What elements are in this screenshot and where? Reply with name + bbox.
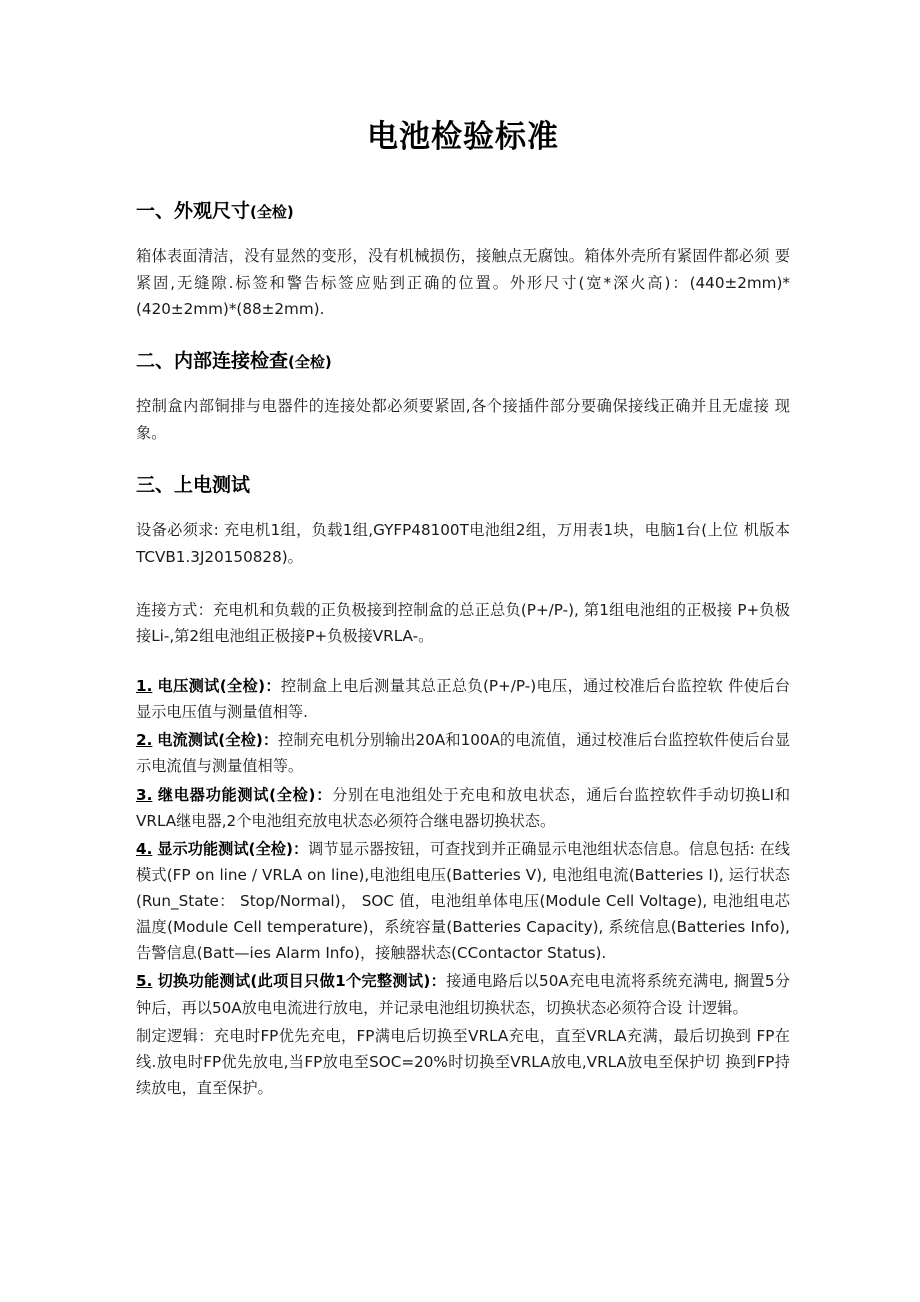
section-heading-text: 一、外观尺寸 [136, 199, 251, 222]
item-body: 控制充电机分别输出20A和100A的电流值，通过校准后台监控软件使后台显示电流值与测量值相等。 [136, 731, 791, 776]
item-number: 1. [136, 676, 153, 695]
section-heading-text: 三、上电测试 [136, 473, 251, 496]
list-item [136, 836, 790, 967]
item-body: 接通电路后以50A充电电流将系统充满电, 搁置5分钟后，再以50A放电电流进行放电，并记录电池组切换状态，切换状态必须符合设 计逻辑。 [136, 972, 791, 1017]
item-body: 分别在电池组处于充电和放电状态，通后台监控软件手动切换LI和VRLA继电器,2个电池组充放电状态必须符合继电器切换状态。 [136, 785, 791, 830]
item-body: 调节显示器按钮，可查找到并正确显示电池组状态信息。信息包括: 在线模式(FP on line / VRLA on line),电池组电压(Batteries V), 电池组电流(Batteries Ⅰ), 运行状态(Run_State： Stop/Normal)， SOC 值，电池组单体电压(Module Cell Voltage), 电池组电芯温度(Module Cell temperature)，系统容量(Batteries Capacity), 系统信息(Batteries Info), 告警信息(Batt—ies Alarm Info)，接触器状态(CContactor Status). [136, 839, 790, 963]
item-title: 继电器功能测试(全检)： [157, 785, 333, 804]
section-heading-appearance [136, 199, 790, 225]
section-heading-internal-connection [136, 349, 790, 375]
item-number: 5. [136, 972, 153, 991]
test-item-list [136, 673, 790, 1021]
item-title: 切换功能测试(此项目只做1个完整测试)： [157, 972, 447, 991]
equipment-requirements-paragraph: 设备必须求: 充电机1组，负载1组,GYFP48100T电池组2组，万用表1块，电脑1台(上位 机版本 TCVB1.3J20150828)。 [136, 521, 790, 566]
section-heading-power-on-test [136, 473, 790, 499]
section-heading-qualifier: (全检) [288, 352, 332, 371]
item-title: 电压测试(全检)： [157, 676, 281, 695]
item-number: 3. [136, 785, 153, 804]
section-internal-connection-paragraph: 控制盒内部铜排与电器件的连接处都必须要紧固,各个接插件部分要确保接线正确并且无虚接 现象。 [136, 397, 790, 442]
list-item [136, 673, 790, 725]
closing-logic-note: 制定逻辑：充电时FP优先充电，FP满电后切换至VRLA充电，直至VRLA充满，最后切换到 FP在线.放电时FP优先放电,当FP放电至SOC=20%时切换至VRLA放电,VRLA放电至保护切 换到FP持续放电，直至保护。 [136, 1026, 790, 1098]
item-title: 电流测试(全检)： [157, 731, 279, 750]
section-appearance-paragraph: 箱体表面清洁，没有显然的变形，没有机械损伤，接触点无腐蚀。箱体外壳所有紧固件都必须 要紧固,无缝隙.标签和警告标签应贴到正确的位置。外形尺寸(宽*深火高)：(440±2mm)* (420±2mm)*(88±2mm). [136, 247, 790, 318]
item-body: 控制盒上电后测量其总正总负(P+/P-)电压，通过校准后台监控软 件使后台显示电压值与测量值相等. [136, 676, 790, 722]
item-number: 2. [136, 731, 153, 750]
item-number: 4. [136, 839, 153, 858]
list-item [136, 968, 790, 1020]
list-item [136, 727, 790, 779]
page-title: 电池检验标准 [367, 119, 559, 155]
connection-method-paragraph: 连接方式：充电机和负载的正负极接到控制盒的总正总负(P+/P-), 第1组电池组的正极接 P+负极接Li-,第2组电池组正极接P+负极接VRLA-。 [136, 600, 790, 645]
section-heading-qualifier: (全检) [250, 202, 294, 221]
item-title: 显示功能测试(全检)： [157, 839, 309, 858]
list-item [136, 782, 790, 834]
section-heading-text: 二、内部连接检查 [136, 349, 289, 372]
